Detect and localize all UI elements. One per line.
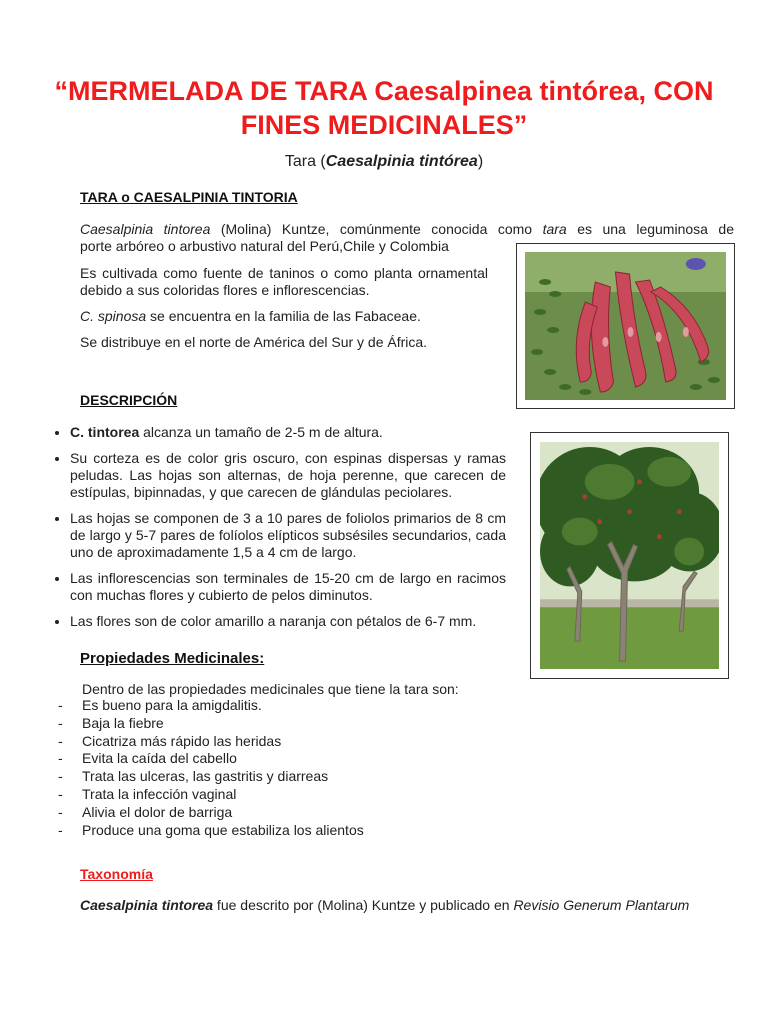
bullet-text: alcanza un tamaño de 2-5 m de altura. <box>139 424 383 440</box>
c-spinosa-italic: C. spinosa <box>80 308 147 324</box>
list-item: - Baja la fiebre <box>58 715 364 733</box>
document-title: “MERMELADA DE TARA Caesalpinea tintórea, CON FINES MEDICINALES” <box>54 76 714 140</box>
paragraph-intro-line1 <box>80 221 734 238</box>
subtitle-suffix: ) <box>477 153 484 170</box>
list-item: - Cicatriza más rápido las heridas <box>58 733 364 751</box>
list-item: • Las inflorescencias son terminales de 15-20 cm de largo en racimos con muchas flores y cubierto de pelos diminutos. <box>70 570 506 604</box>
list-item: - Trata la infección vaginal <box>58 786 364 804</box>
subtitle-prefix: Tara ( <box>284 153 326 170</box>
list-item: - Produce una goma que estabiliza los alientos <box>58 822 364 840</box>
family-text: se encuentra en la familia de las Fabaceae. <box>146 308 421 324</box>
paragraph-distribution: Se distribuye en el norte de América del Sur y de África. <box>80 334 428 350</box>
list-item: • Las hojas se componen de 3 a 10 pares de foliolos primarios de 8 cm de largo y 5-7 pares de folíolos elípticos subsésiles secundarios, cada uno de aproximadamente 1,5 a 4 cm de largo. <box>70 510 506 561</box>
paragraph-family <box>80 308 488 325</box>
medicinal-intro: Dentro de las propiedades medicinales que tiene la tara son: <box>82 681 459 697</box>
taxonomy-species-bold: Caesalpinia tintorea <box>80 897 214 913</box>
c-tintorea-bold: C. tintorea <box>70 424 140 440</box>
list-item: - Alivia el dolor de barriga <box>58 804 364 822</box>
taxonomy-paragraph <box>80 897 734 914</box>
list-item: - Es bueno para la amigdalitis. <box>58 697 364 715</box>
description-list <box>52 424 506 639</box>
taxonomy-publication-italic: Revisio Generum Plantarum <box>513 897 690 913</box>
paragraph-cultivation: Es cultivada como fuente de taninos o como planta ornamental debido a sus coloridas flores e inflorescencias. <box>80 265 488 298</box>
list-item: - Evita la caída del cabello <box>58 750 364 768</box>
tara-tree-image <box>540 442 719 669</box>
list-item <box>70 424 506 441</box>
subtitle <box>0 153 768 171</box>
intro-text-1: (Molina) Kuntze, comúnmente conocida como <box>210 221 543 237</box>
section-heading-descripcion: DESCRIPCIÓN <box>80 392 178 408</box>
section-heading-taxonomia: Taxonomía <box>80 866 153 882</box>
list-item: - Trata las ulceras, las gastritis y diarreas <box>58 768 364 786</box>
tara-italic: tara <box>542 221 567 237</box>
tara-pods-photo <box>516 243 735 409</box>
section-heading-tara: TARA o CAESALPINIA TINTORIA <box>80 189 298 205</box>
species-name-italic: Caesalpinia tintorea <box>80 221 211 237</box>
paragraph-intro-line2: porte arbóreo o arbustivo natural del Perú,Chile y Colombia <box>80 238 449 254</box>
medicinal-properties-list <box>58 697 364 839</box>
section-heading-propiedades: Propiedades Medicinales: <box>80 650 265 667</box>
tara-tree-photo <box>530 432 729 679</box>
list-item: • Las flores son de color amarillo a naranja con pétalos de 6-7 mm. <box>70 613 506 630</box>
subtitle-species-name: Caesalpinia tintórea <box>325 153 478 170</box>
intro-text-2: es una leguminosa de <box>566 221 734 237</box>
tara-pods-image <box>525 252 726 400</box>
list-item: • Su corteza es de color gris oscuro, con espinas dispersas y ramas peludas. Las hojas son alternas, de hoja perenne, que carecen de estípulas, bipinnadas, y que carecen de glándulas peciolares. <box>70 450 506 501</box>
taxonomy-text: fue descrito por (Molina) Kuntze y publicado en <box>213 897 514 913</box>
